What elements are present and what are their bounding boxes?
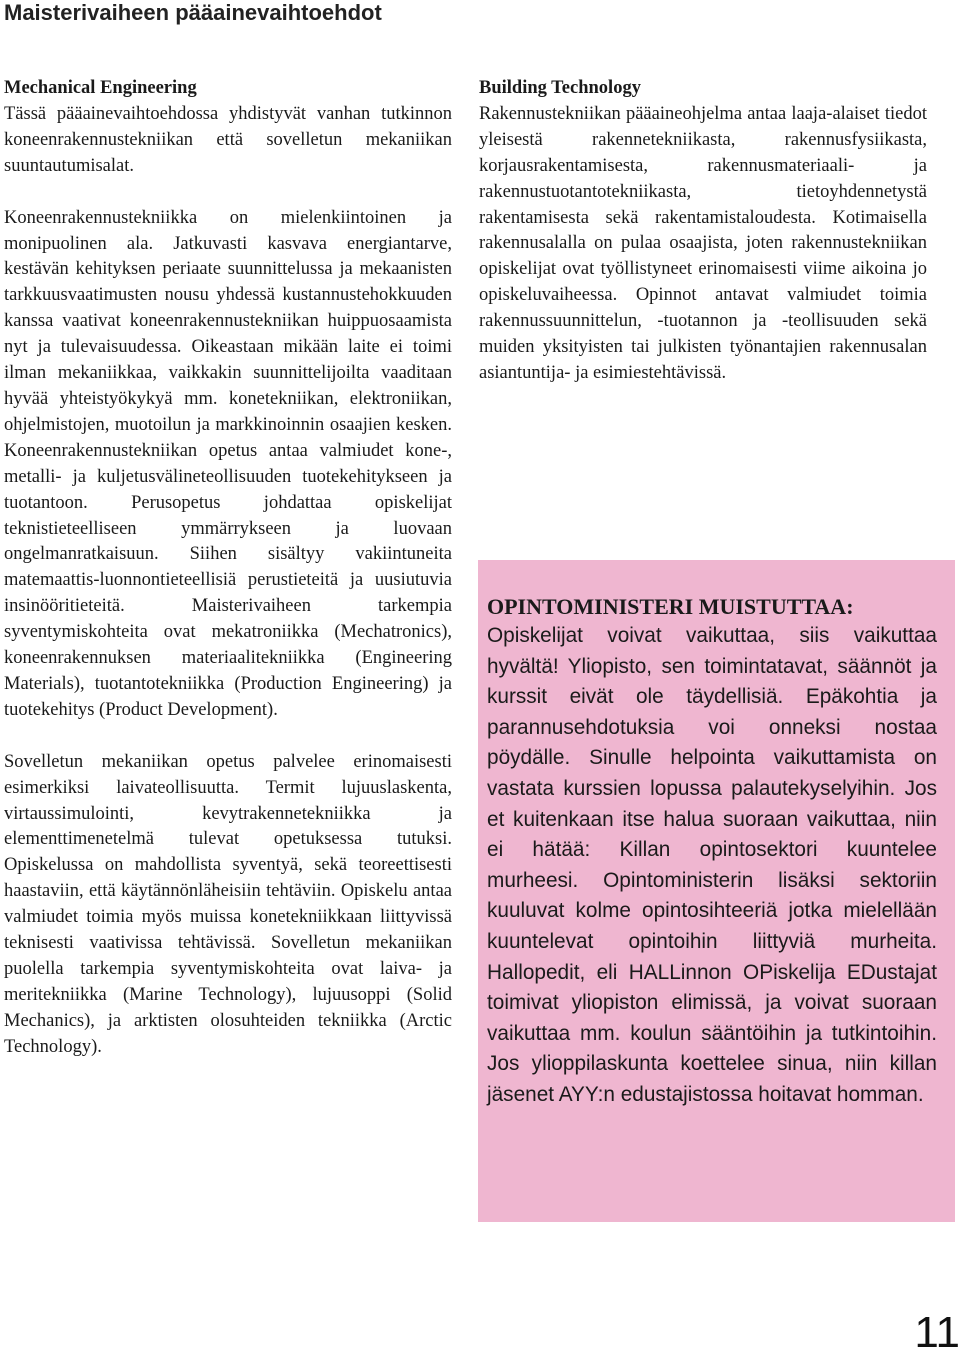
- left-column: [4, 76, 452, 1061]
- building-technology-section: [479, 76, 927, 387]
- callout-title: OPINTOMINISTERI MUISTUTTAA:: [487, 594, 854, 619]
- right-column: [479, 76, 927, 387]
- mechanical-engineering-paragraph-1: Tässä pääainevaihtoehdossa yhdistyvät vanhan tutkinnon koneenrakennustekniikan että sovelletun mekaniikan suuntautumisalat.: [4, 103, 452, 176]
- mechanical-engineering-paragraph-2: Koneenrakennustekniikka on mielenkiintoinen ja monipuolinen ala. Jatkuvasti kasvava energiantarve, kestävän kehityksen periaate suunnittelussa ja mekaanisten tarkkuusvaatimusten nousu yhdessä kustannustehokkuuden kanssa vaativat koneenrakennustekniikan huippuosaamista nyt ja tulevaisuudessa. Oikeastaan mikään laite ei toimi ilman mekaniikkaa, vaikkakin suunnittelijoilta vaaditaan hyvää yhteistyökykyä mm. konetekniikan, elektroniikan, ohjelmistojen, muotoilun ja markkinoinnin osaajien kesken. Koneenrakennustekniikan opetus antaa valmiudet kone-, metalli- ja kuljetusvälineteollisuuden tuotekehitykseen ja tuotantoon. Perusopetus johdattaa opiskelijat teknistieteelliseen ymmärrykseen ja luovaan ongelmanratkaisuun. Siihen sisältyy vakiintuneita matemaattis-luonnontieteellisiä perustieteitä ja uusiutuvia insinööritieteitä. Maisterivaiheen tarkempia syventymiskohteita ovat mekatroniikka (Mechatronics), koneenrakennuksen materiaalitekniikka (Engineering Materials), tuotantotekniikka (Production Engineering) ja tuotekehitys (Product Development).: [4, 207, 452, 720]
- mechanical-engineering-paragraph-3: Sovelletun mekaniikan opetus palvelee erinomaisesti esimerkiksi laivateollisuutta. Termit lujuuslaskenta, virtaussimulointi, kevytrakennetekniikka ja elementtimenetelmä tulevat opetuksessa tutuksi. Opiskelussa on mahdollista syventyä, sekä teoreettisesti haastaviin, että käytännönläheisiin tehtäviin. Opiskelu antaa valmiudet toimia myös muissa konetekniikkaan liittyvissä teknisesti vaativissa tehtävissä. Sovelletun mekaniikan puolella tarkempia syventymiskohteita ovat laiva- ja meritekniikka (Marine Technology), lujuusoppi (Solid Mechanics), ja arktisten olosuhteiden tekniikka (Arctic Technology).: [4, 751, 452, 1057]
- page-number: 11: [914, 1308, 960, 1357]
- callout-text: Opiskelijat voivat vaikuttaa, siis vaikuttaa hyvältä! Yliopisto, sen toimintatavat, säännöt ja kurssit eivät ole täydellisiä. Epäkohtia ja parannusehdotuksia voi onneksi nostaa pöydälle. Sinulle helpointa vaikuttamista on vastata kurssien lopussa palautekyselyihin. Jos et kuitenkaan itse halua suoraan vaikuttaa, niin ei hätää: Killan opintosektori kuuntelee murheesi. Opintoministerin lisäksi sektoriin kuuluvat kolme opintosihteeriä jotka mielellään kuuntelevat opintoihin liittyviä murheita. Hallopedit, eli HALLinnon OPiskelija EDustajat toimivat yliopiston elimissä, ja voivat suoraan vaikuttaa mm. koulun sääntöihin ja tutkintoihin. Jos ylioppilaskunta koettelee sinua, niin killan jäsenet AYY:n edustajistossa hoitavat homman.: [487, 624, 937, 1106]
- callout-box: [478, 560, 955, 1222]
- mechanical-engineering-intro: [4, 76, 452, 180]
- mechanical-engineering-heading: Mechanical Engineering: [4, 78, 197, 98]
- page-title: Maisterivaiheen pääainevaihtoehdot: [4, 0, 382, 25]
- building-technology-paragraph: Rakennustekniikan pääaineohjelma antaa laaja-alaiset tiedot yleisestä rakennetekniikasta, rakennusfysiikasta, korjausrakentamisesta, rakennusmateriaali- ja rakennustuotantotekniikasta, tietoyhdennetystä rakentamisesta sekä rakentamistaloudesta. Kotimaisella rakennusalalla on pulaa osaajista, joten rakennustekniikan opiskelijat ovat työllistyneet erinomaisesti viime aikoina jo opiskeluvaiheessa. Opinnot antavat valmiudet toimia rakennussuunnittelun, -tuotannon ja -teollisuuden sekä muiden yksityisten tai julkisten työnantajien rakennusalan asiantuntija- ja esimiestehtävissä.: [479, 103, 927, 383]
- building-technology-heading: Building Technology: [479, 78, 641, 98]
